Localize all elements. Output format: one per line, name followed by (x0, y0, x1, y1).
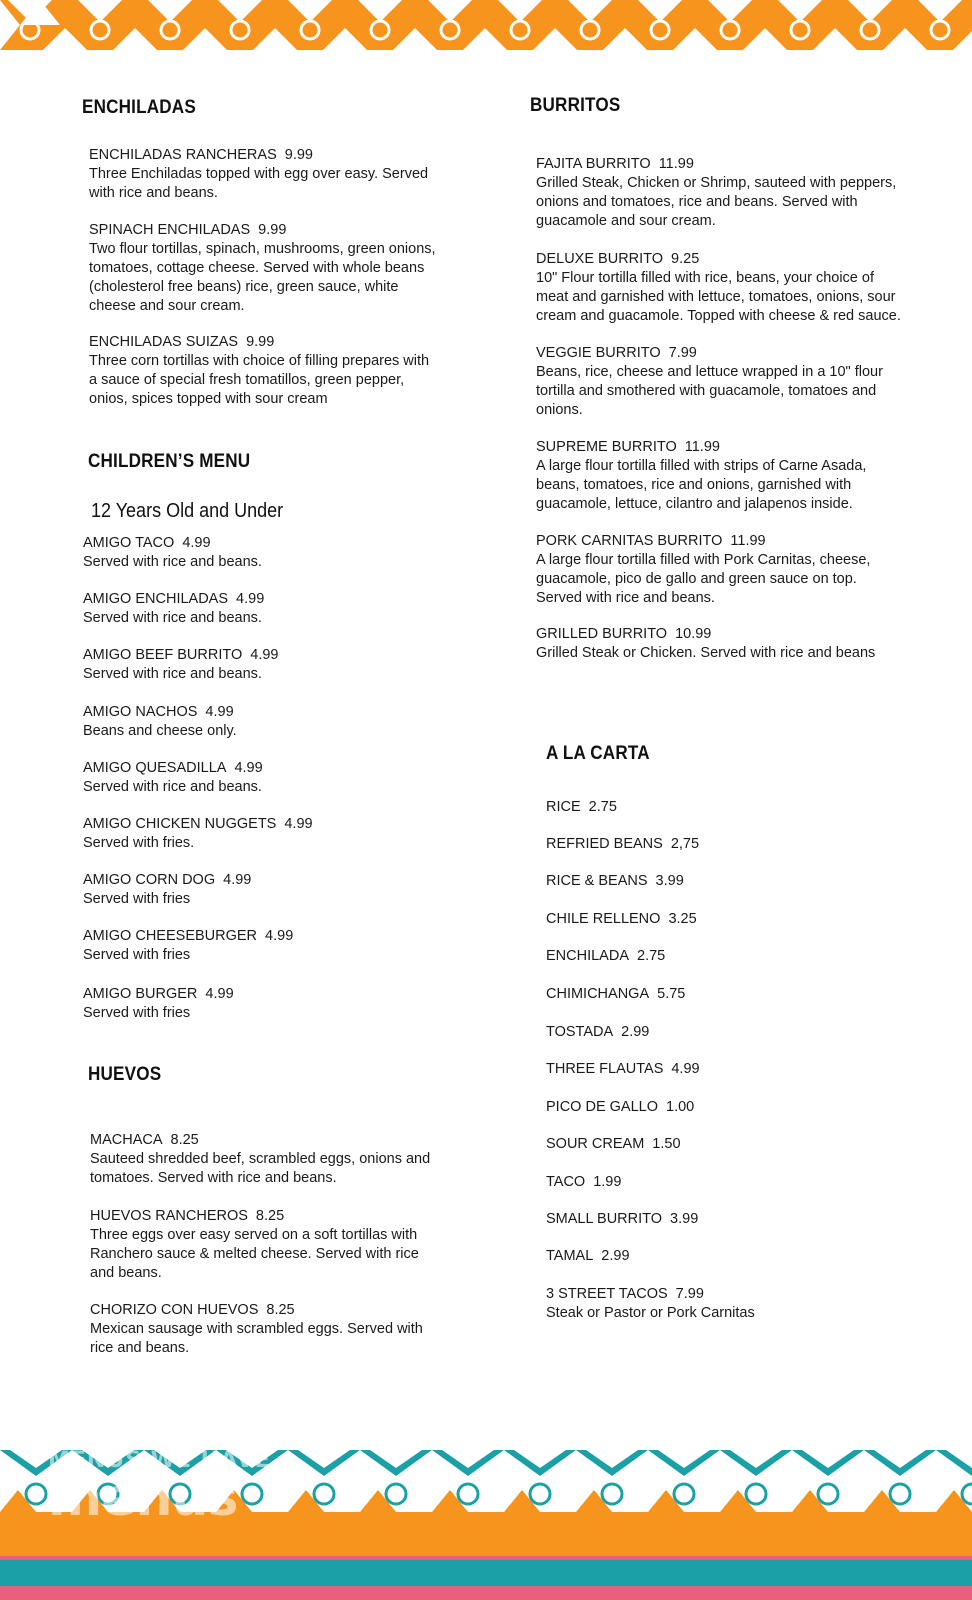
item-description: Served with fries (83, 947, 191, 963)
a-la-carta-item (546, 910, 886, 929)
item-description: Served with fries. (83, 835, 195, 851)
item-description: Two flour tortillas, spinach, mushrooms, green onions, tomatoes, cottage cheese. Served with whole beans (cholesterol free beans) rice, green sauce, white cheese and sour cream. (89, 241, 436, 314)
item-description: A large flour tortilla filled with strips of Carne Asada, beans, tomatoes, rice and onions, garnished with guacamole, lettuce, cilantro and jalapenos inside. (536, 458, 867, 512)
item-description: Served with fries (83, 891, 191, 907)
item-name: CHIMICHANGA (546, 986, 650, 1002)
item-price: 11.99 (730, 533, 766, 549)
item-heading (546, 947, 886, 966)
item-price: 9.99 (258, 222, 287, 238)
item-price: 2,75 (670, 836, 700, 852)
item-heading (546, 798, 886, 817)
item-heading (536, 155, 901, 174)
watermark-top-text: MENUS WE HAVE (48, 1448, 271, 1473)
item-name: DELUXE BURRITO (536, 251, 664, 267)
item-heading (546, 872, 886, 891)
item-name: RICE (546, 799, 581, 815)
item-heading (83, 534, 443, 553)
item-name: AMIGO BURGER (83, 986, 198, 1002)
a-la-carta-item (546, 1023, 886, 1042)
childrens-item (83, 871, 443, 909)
a-la-carta-item (546, 985, 886, 1004)
item-name: ENCHILADAS SUIZAS (89, 334, 239, 350)
a-la-carta-item (546, 1173, 886, 1192)
item-price: 11.99 (684, 439, 720, 455)
a-la-carta-item (546, 1098, 886, 1117)
a-la-carta-item (546, 947, 886, 966)
item-heading (89, 221, 439, 240)
item-description: A large flour tortilla filled with Pork Carnitas, cheese, guacamole, pico de gallo and green sauce on top. Served with rice and beans. (536, 552, 871, 606)
a-la-carta-item (546, 1135, 886, 1154)
item-price: 3.99 (655, 873, 684, 889)
childrens-item (83, 815, 443, 853)
item-heading (546, 1023, 886, 1042)
item-name: TOSTADA (546, 1024, 614, 1040)
item-name: SOUR CREAM (546, 1136, 645, 1152)
item-heading (546, 1285, 886, 1304)
item-price: 9.25 (671, 251, 700, 267)
item-heading (89, 146, 439, 165)
item-heading (546, 985, 886, 1004)
item-description: Steak or Pastor or Pork Carnitas (546, 1305, 755, 1321)
item-heading (546, 1060, 886, 1079)
item-description: Beans and cheese only. (83, 723, 237, 739)
item-price: 2.75 (637, 948, 666, 964)
item-name: AMIGO BEEF BURRITO (83, 647, 243, 663)
item-name: FAJITA BURRITO (536, 156, 651, 172)
item-name: THREE FLAUTAS (546, 1061, 664, 1077)
item-name: VEGGIE BURRITO (536, 345, 661, 361)
huevos-item (90, 1301, 435, 1358)
item-description: Grilled Steak, Chicken or Shrimp, sauteed with peppers, onions and tomatoes, rice and beans. Served with guacamole and sour cream. (536, 175, 897, 229)
item-name: 3 STREET TACOS (546, 1286, 668, 1302)
item-price: 4.99 (223, 872, 252, 888)
item-heading (83, 646, 443, 665)
item-name: SPINACH ENCHILADAS (89, 222, 251, 238)
burrito-item (536, 625, 901, 663)
item-name: CHILE RELLENO (546, 911, 661, 927)
item-name: ENCHILADA (546, 948, 629, 964)
item-heading (90, 1131, 435, 1150)
section-title-burritos: BURRITOS (530, 95, 621, 116)
item-heading (83, 927, 443, 946)
item-price: 4.99 (250, 647, 279, 663)
item-price: 8.25 (170, 1132, 199, 1148)
item-name: TACO (546, 1174, 586, 1190)
item-description: Grilled Steak or Chicken. Served with rice and beans (536, 645, 876, 661)
childrens-item (83, 927, 443, 965)
item-description: Served with fries (83, 1005, 191, 1021)
item-name: PORK CARNITAS BURRITO (536, 533, 723, 549)
item-price: 7.99 (668, 345, 697, 361)
item-description: Served with rice and beans. (83, 779, 262, 795)
item-price: 1.50 (652, 1136, 681, 1152)
item-description: Served with rice and beans. (83, 554, 262, 570)
item-heading (546, 910, 886, 929)
item-name: AMIGO CHICKEN NUGGETS (83, 816, 277, 832)
item-heading (83, 759, 443, 778)
childrens-item (83, 646, 443, 684)
item-heading (546, 1210, 886, 1229)
huevos-item (90, 1207, 435, 1283)
item-description: Three Enchiladas topped with egg over easy. Served with rice and beans. (89, 166, 429, 201)
burrito-item (536, 155, 901, 231)
item-name: SUPREME BURRITO (536, 439, 677, 455)
item-price: 2.99 (621, 1024, 650, 1040)
item-heading (90, 1207, 435, 1226)
item-heading (90, 1301, 435, 1320)
item-heading (536, 438, 901, 457)
watermark-bottom-text: menus (48, 1468, 238, 1528)
section-title-a-la-carta: A LA CARTA (546, 743, 650, 764)
item-name: AMIGO TACO (83, 535, 175, 551)
item-name: SMALL BURRITO (546, 1211, 663, 1227)
item-price: 4.99 (205, 986, 234, 1002)
item-name: ENCHILADAS RANCHERAS (89, 147, 277, 163)
item-price: 4.99 (234, 760, 263, 776)
childrens-subtitle: 12 Years Old and Under (91, 500, 284, 522)
item-name: AMIGO CHEESEBURGER (83, 928, 258, 944)
burrito-item (536, 532, 901, 608)
huevos-item (90, 1131, 435, 1188)
item-price: 4.99 (265, 928, 294, 944)
item-heading (536, 344, 901, 363)
item-name: CHORIZO CON HUEVOS (90, 1302, 259, 1318)
a-la-carta-item (546, 1210, 886, 1229)
item-name: HUEVOS RANCHEROS (90, 1208, 248, 1224)
item-price: 11.99 (658, 156, 694, 172)
item-price: 4.99 (671, 1061, 700, 1077)
item-price: 3.99 (670, 1211, 699, 1227)
childrens-item (83, 985, 443, 1023)
item-price: 1.00 (666, 1099, 695, 1115)
a-la-carta-item (546, 1060, 886, 1079)
item-price: 10.99 (675, 626, 712, 642)
item-price: 2.75 (588, 799, 617, 815)
enchilada-item (89, 146, 439, 203)
item-description: Mexican sausage with scrambled eggs. Served with rice and beans. (90, 1321, 423, 1356)
item-heading (89, 333, 439, 352)
item-description: Three corn tortillas with choice of filling prepares with a sauce of special fresh tomatillos, green pepper, onios, spices topped with sour cream (89, 353, 430, 407)
item-name: AMIGO ENCHILADAS (83, 591, 229, 607)
item-heading (546, 1173, 886, 1192)
item-price: 7.99 (675, 1286, 704, 1302)
a-la-carta-item (546, 835, 886, 854)
item-price: 9.99 (246, 334, 275, 350)
item-name: AMIGO CORN DOG (83, 872, 216, 888)
item-heading (546, 1247, 886, 1266)
item-heading (83, 815, 443, 834)
item-name: PICO DE GALLO (546, 1099, 659, 1115)
a-la-carta-item (546, 1247, 886, 1266)
item-name: REFRIED BEANS (546, 836, 663, 852)
burrito-item (536, 344, 901, 420)
item-price: 1.99 (593, 1174, 622, 1190)
a-la-carta-item (546, 872, 886, 891)
item-description: Served with rice and beans. (83, 610, 262, 626)
item-description: Beans, rice, cheese and lettuce wrapped in a 10" flour tortilla and smothered with guacamole, tomatoes and onions. (536, 364, 883, 418)
item-price: 9.99 (284, 147, 313, 163)
item-heading (536, 625, 901, 644)
burrito-item (536, 438, 901, 514)
item-heading (536, 250, 901, 269)
item-name: AMIGO NACHOS (83, 704, 198, 720)
item-name: AMIGO QUESADILLA (83, 760, 227, 776)
burrito-item (536, 250, 901, 326)
item-price: 8.25 (255, 1208, 285, 1224)
item-heading (546, 835, 886, 854)
item-description: Sauteed shredded beef, scrambled eggs, onions and tomatoes. Served with rice and beans. (90, 1151, 431, 1186)
item-description: 10" Flour tortilla filled with rice, beans, your choice of meat and garnished with lettuce, tomatoes, onions, sour cream and guacamole. Topped with cheese & red sauce. (536, 270, 901, 324)
item-name: TAMAL (546, 1248, 594, 1264)
top-aztec-border (0, 0, 972, 50)
section-title-childrens-menu: CHILDREN’S MENU (88, 451, 251, 472)
item-heading (83, 703, 443, 722)
item-name: RICE & BEANS (546, 873, 648, 889)
item-heading (83, 590, 443, 609)
childrens-item (83, 703, 443, 741)
item-price: 4.99 (205, 704, 234, 720)
section-title-enchiladas: ENCHILADAS (82, 97, 196, 118)
item-heading (83, 985, 443, 1004)
item-heading (83, 871, 443, 890)
item-price: 4.99 (182, 535, 211, 551)
item-name: MACHACA (90, 1132, 163, 1148)
item-description: Served with rice and beans. (83, 666, 262, 682)
item-heading (546, 1135, 886, 1154)
item-price: 4.99 (284, 816, 313, 832)
item-description: Three eggs over easy served on a soft tortillas with Ranchero sauce & melted cheese. Served with rice and beans. (90, 1227, 419, 1281)
item-price: 4.99 (236, 591, 265, 607)
item-name: GRILLED BURRITO (536, 626, 668, 642)
item-price: 8.25 (266, 1302, 295, 1318)
a-la-carta-item (546, 1285, 886, 1323)
watermark-logo (48, 1448, 271, 1528)
section-title-huevos: HUEVOS (88, 1064, 162, 1085)
enchilada-item (89, 333, 439, 409)
item-price: 2.99 (601, 1248, 630, 1264)
item-price: 3.25 (668, 911, 697, 927)
item-heading (536, 532, 901, 551)
a-la-carta-item (546, 798, 886, 817)
childrens-item (83, 759, 443, 797)
childrens-item (83, 534, 443, 572)
item-price: 5.75 (657, 986, 686, 1002)
enchilada-item (89, 221, 439, 316)
item-heading (546, 1098, 886, 1117)
childrens-item (83, 590, 443, 628)
